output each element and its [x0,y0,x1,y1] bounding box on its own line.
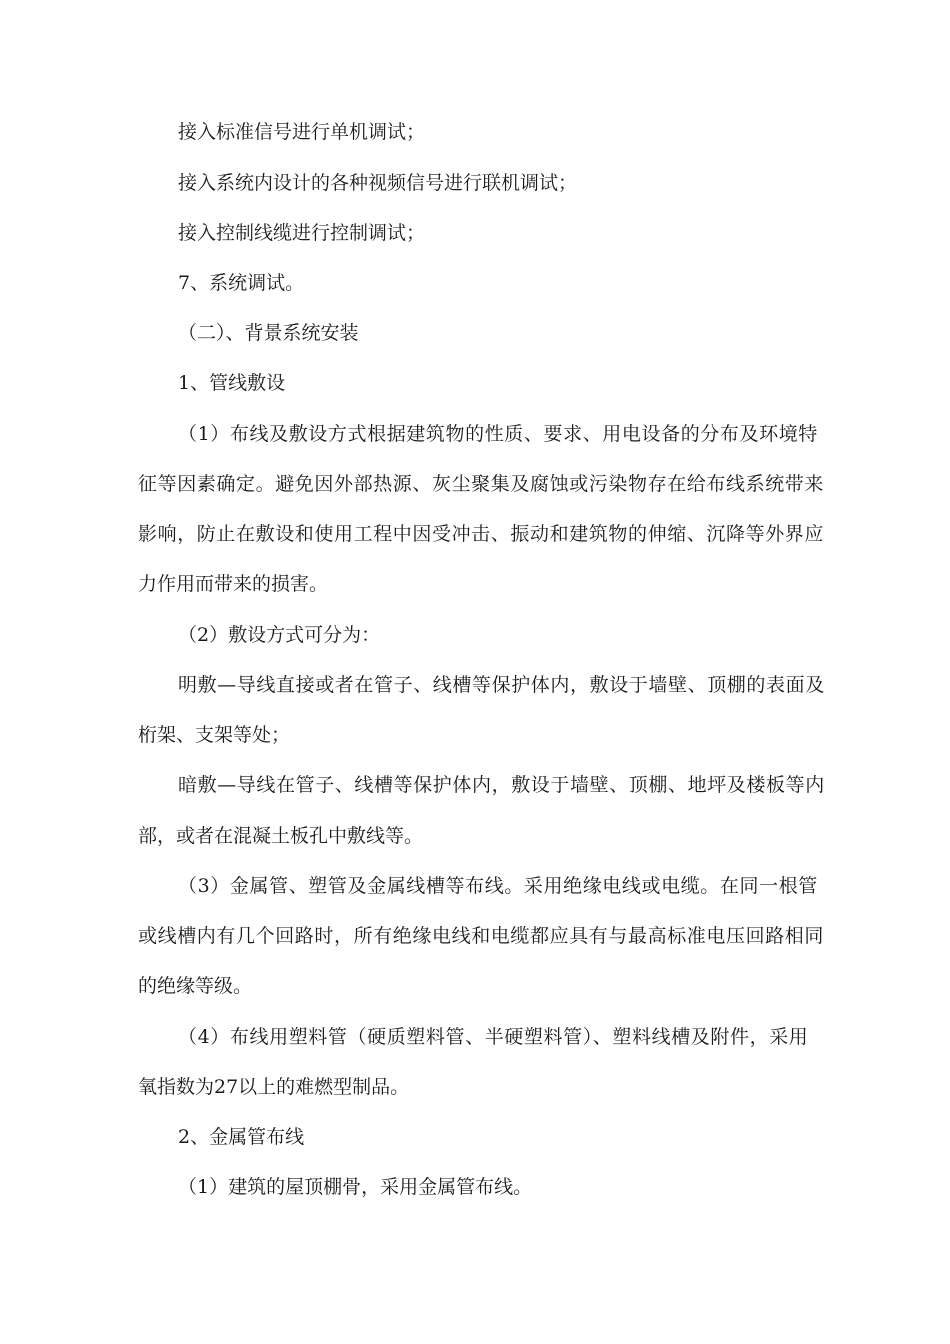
paragraph-line: 力作用而带来的损害。 [138,573,329,595]
section-heading: （二）、背景系统安装 [178,322,359,344]
paragraph-line: 接入控制线缆进行控制调试； [178,222,426,244]
paragraph-line: （1）建筑的屋顶棚骨，采用金属管布线。 [178,1176,533,1198]
paragraph-line: （3）金属管、塑管及金属线槽等布线。采用绝缘电线或电缆。在同一根管 [178,875,818,897]
paragraph-line: 或线槽内有几个回路时，所有绝缘电线和电缆都应具有与最高标准电压回路相同 [138,925,825,947]
paragraph-line: 暗敷—导线在管子、线槽等保护体内，敷设于墙壁、顶棚、地坪及楼板等内 [178,774,825,796]
paragraph-line: （4）布线用塑料管（硬质塑料管、半硬塑料管）、塑料线槽及附件，采用 [178,1026,809,1048]
paragraph-line: （1）布线及敷设方式根据建筑物的性质、要求、用电设备的分布及环境特 [178,423,818,445]
paragraph-line: 接入标准信号进行单机调试； [178,121,426,143]
paragraph-line: 明敷—导线直接或者在管子、线槽等保护体内，敷设于墙壁、顶棚的表面及 [178,674,825,696]
section-heading: 2、金属管布线 [178,1126,305,1148]
paragraph-line: 征等因素确定。避免因外部热源、灰尘聚集及腐蚀或污染物存在给布线系统带来 [138,473,825,495]
paragraph-line: （2）敷设方式可分为： [178,624,381,646]
paragraph-line: 氧指数为27以上的难燃型制品。 [138,1076,410,1098]
paragraph-line: 影响，防止在敷设和使用工程中因受冲击、振动和建筑物的伸缩、沉降等外界应 [138,523,825,545]
paragraph-line: 的绝缘等级。 [138,975,253,997]
section-heading: 1、管线敷设 [178,372,286,394]
section-heading: 7、系统调试。 [178,272,305,294]
paragraph-line: 接入系统内设计的各种视频信号进行联机调试； [178,172,578,194]
paragraph-line: 部，或者在混凝土板孔中敷线等。 [138,825,424,847]
paragraph-line: 桁架、支架等处； [138,724,291,746]
